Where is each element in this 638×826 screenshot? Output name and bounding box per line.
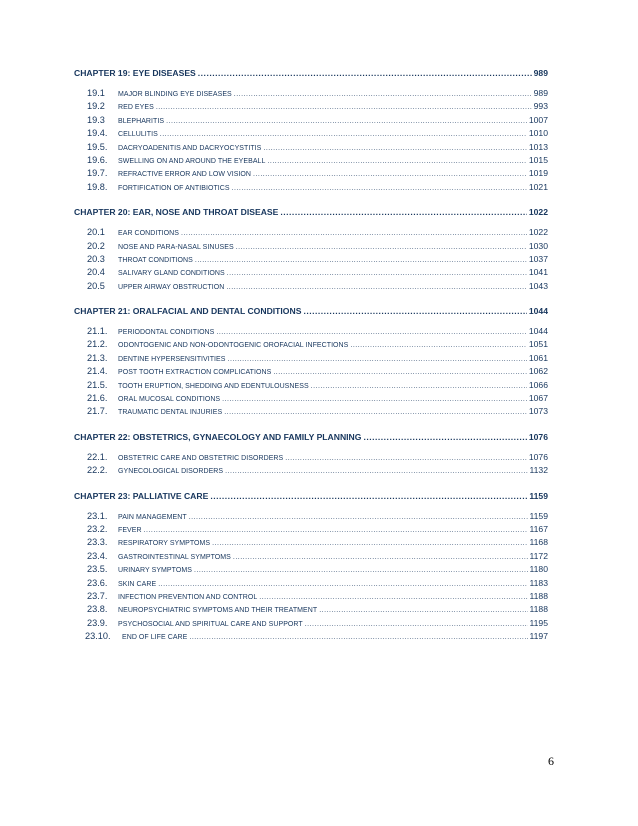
dot-leader <box>181 227 527 240</box>
toc-entry-link[interactable] <box>74 365 548 378</box>
dot-leader <box>259 591 527 604</box>
chapter-entries <box>74 87 548 194</box>
entry-page: 1022 <box>528 227 548 238</box>
entry-number: 19.4. <box>87 128 108 139</box>
page-number: 6 <box>548 754 554 768</box>
entry-page: 1168 <box>529 537 548 548</box>
entry-page: 1037 <box>528 253 548 264</box>
entry-title: RESPIRATORY SYMPTOMS <box>118 540 211 548</box>
dot-leader <box>305 618 528 631</box>
dot-leader <box>319 604 527 617</box>
dot-leader <box>210 489 527 503</box>
entry-title: TOOTH ERUPTION, SHEDDING AND EDENTULOUSNESS <box>118 382 309 390</box>
chapter-page: 1076 <box>528 431 548 442</box>
entry-page: 1061 <box>528 352 548 363</box>
table-of-contents <box>74 66 548 644</box>
entry-page: 1019 <box>528 168 548 179</box>
chapter-page: 989 <box>533 68 548 78</box>
entry-title: CELLULITIS <box>118 131 158 139</box>
toc-entry-link[interactable] <box>74 154 548 167</box>
dot-leader <box>195 254 527 267</box>
entry-page: 1073 <box>528 406 548 417</box>
entry-number: 19.2 <box>87 101 105 112</box>
dot-leader <box>226 281 527 294</box>
chapter-heading-link[interactable] <box>74 66 548 80</box>
entry-page: 1132 <box>529 465 548 476</box>
entry-title: BLEPHARITIS <box>118 117 165 125</box>
entry-page: 1183 <box>529 577 548 588</box>
dot-leader <box>166 115 527 128</box>
entry-page: 1180 <box>529 564 548 575</box>
toc-entry-link[interactable] <box>74 87 548 100</box>
chapter-title: CHAPTER 20: EAR, NOSE AND THROAT DISEASE <box>74 207 279 218</box>
entry-title: END OF LIFE CARE <box>122 634 188 642</box>
entry-page: 1188 <box>529 590 548 601</box>
chapter-page: 1159 <box>529 490 548 501</box>
toc-entry-link[interactable] <box>74 100 548 113</box>
entry-page: 1159 <box>529 510 548 521</box>
entry-page: 1062 <box>528 366 548 377</box>
toc-chapter <box>74 205 548 293</box>
entry-title: URINARY SYMPTOMS <box>118 567 192 575</box>
entry-title: GASTROINTESTINAL SYMPTOMS <box>118 553 231 561</box>
entry-page: 1172 <box>529 550 548 561</box>
entry-page: 993 <box>533 101 548 112</box>
entry-number: 21.1. <box>87 326 108 337</box>
dot-leader <box>144 524 528 537</box>
chapter-heading-link[interactable] <box>74 430 548 444</box>
dot-leader <box>198 66 532 80</box>
dot-leader <box>273 366 527 379</box>
dot-leader <box>363 430 526 444</box>
entry-number: 19.6. <box>87 154 108 165</box>
entry-page: 1066 <box>528 379 548 390</box>
entry-number: 20.4 <box>87 267 105 278</box>
entry-number: 23.9. <box>87 617 108 628</box>
toc-chapter <box>74 430 548 478</box>
dot-leader <box>189 511 528 524</box>
entry-number: 20.3 <box>87 253 105 264</box>
entry-page: 1051 <box>528 339 548 350</box>
toc-entry-link[interactable] <box>74 325 548 338</box>
entry-number: 23.2. <box>87 523 108 534</box>
entry-title: OBSTETRIC CARE AND OBSTETRIC DISORDERS <box>118 454 284 462</box>
toc-entry-link[interactable] <box>74 127 548 140</box>
dot-leader <box>234 88 532 101</box>
toc-entry-link[interactable] <box>74 280 548 293</box>
entry-number: 20.2 <box>87 240 105 251</box>
entry-page: 1010 <box>528 128 548 139</box>
entry-number: 19.3 <box>87 114 105 125</box>
dot-leader <box>216 326 526 339</box>
dot-leader <box>233 551 528 564</box>
dot-leader <box>232 182 527 195</box>
entry-number: 22.2. <box>87 465 108 476</box>
toc-entry-link[interactable] <box>74 536 548 549</box>
entry-title: ORAL MUCOSAL CONDITIONS <box>118 396 221 404</box>
chapter-heading-link[interactable] <box>74 304 548 318</box>
entry-title: MAJOR BLINDING EYE DISEASES <box>118 91 232 98</box>
chapter-entries <box>74 451 548 478</box>
entry-page: 1076 <box>528 451 548 462</box>
chapter-title: CHAPTER 23: PALLIATIVE CARE <box>74 490 209 501</box>
entry-title: FEVER <box>118 526 142 534</box>
toc-chapter <box>74 304 548 419</box>
chapter-heading-link[interactable] <box>74 205 548 219</box>
chapter-entries <box>74 226 548 293</box>
entry-title: PSYCHOSOCIAL AND SPIRITUAL CARE AND SUPPORT <box>118 620 303 628</box>
entry-number: 21.3. <box>87 352 108 363</box>
chapter-title: CHAPTER 22: OBSTETRICS, GYNAECOLOGY AND FAMILY PLANNING <box>74 431 362 442</box>
entry-number: 19.7. <box>87 168 108 179</box>
toc-entry-link[interactable] <box>74 379 548 392</box>
entry-title: PAIN MANAGEMENT <box>118 513 187 521</box>
entry-number: 21.2. <box>87 339 108 350</box>
chapter-entries <box>74 510 548 644</box>
entry-number: 19.1 <box>87 88 105 98</box>
toc-entry-link[interactable] <box>74 352 548 365</box>
entry-title: TRAUMATIC DENTAL INJURIES <box>118 409 223 417</box>
entry-title: ODONTOGENIC AND NON-ODONTOGENIC OROFACIAL INFECTIONS <box>118 342 349 350</box>
toc-entry-link[interactable] <box>74 617 548 630</box>
entry-number: 21.6. <box>87 393 108 404</box>
entry-number: 19.8. <box>87 181 108 192</box>
toc-entry-link[interactable] <box>74 240 548 253</box>
entry-page: 1195 <box>529 617 548 628</box>
dot-leader <box>189 631 527 644</box>
entry-number: 23.3. <box>87 537 108 548</box>
toc-entry-link[interactable] <box>74 523 548 536</box>
toc-entry-link[interactable] <box>74 338 548 351</box>
chapter-page: 1044 <box>528 306 548 317</box>
dot-leader <box>280 205 527 219</box>
entry-page: 1021 <box>528 181 548 192</box>
dot-leader <box>267 155 526 168</box>
dot-leader <box>253 168 527 181</box>
entry-number: 23.7. <box>87 590 108 601</box>
toc-entry-link[interactable] <box>74 510 548 523</box>
entry-title: SKIN CARE <box>118 580 157 588</box>
toc-entry-link[interactable] <box>74 167 548 180</box>
toc-entry-link[interactable] <box>74 550 548 563</box>
toc-chapter <box>74 66 548 194</box>
toc-entry-link[interactable] <box>74 253 548 266</box>
entry-page: 1007 <box>528 114 548 125</box>
chapter-title: CHAPTER 21: ORALFACIAL AND DENTAL CONDITIONS <box>74 306 302 317</box>
toc-entry-link[interactable] <box>74 392 548 405</box>
dot-leader <box>228 353 527 366</box>
chapter-page: 1022 <box>528 207 548 218</box>
entry-number: 20.5 <box>87 280 105 291</box>
entry-number: 21.5. <box>87 379 108 390</box>
entry-title: DACRYOADENITIS AND DACRYOCYSTITIS <box>118 144 262 152</box>
entry-title: DENTINE HYPERSENSITIVITIES <box>118 355 226 363</box>
entry-page: 1044 <box>528 326 548 337</box>
chapter-title: CHAPTER 19: EYE DISEASES <box>74 68 196 78</box>
toc-entry-link[interactable] <box>74 181 548 194</box>
dot-leader <box>311 380 527 393</box>
entry-title: PERIODONTAL CONDITIONS <box>118 329 215 337</box>
dot-leader <box>285 452 527 465</box>
dot-leader <box>227 267 527 280</box>
entry-page: 1013 <box>528 141 548 152</box>
entry-title: GYNECOLOGICAL DISORDERS <box>118 468 224 476</box>
toc-entry-link[interactable] <box>74 405 548 418</box>
toc-entry-link[interactable] <box>74 451 548 464</box>
entry-page: 1197 <box>529 631 548 642</box>
entry-number: 19.5. <box>87 141 108 152</box>
toc-chapter <box>74 489 548 644</box>
dot-leader <box>224 406 527 419</box>
entry-page: 1030 <box>528 240 548 251</box>
dot-leader <box>263 142 527 155</box>
entry-title: EAR CONDITIONS <box>118 230 179 238</box>
entry-page: 1167 <box>529 523 548 534</box>
entry-page: 1015 <box>528 154 548 165</box>
entry-title: NEUROPSYCHIATRIC SYMPTOMS AND THEIR TREATMENT <box>118 607 318 615</box>
dot-leader <box>222 393 527 406</box>
entry-number: 23.10. <box>85 631 111 642</box>
toc-entry-link[interactable] <box>74 577 548 590</box>
entry-title: SALIVARY GLAND CONDITIONS <box>118 270 225 278</box>
entry-number: 21.7. <box>87 406 108 417</box>
entry-title: FORTIFICATION OF ANTIBIOTICS <box>118 184 230 192</box>
dot-leader <box>158 578 527 591</box>
entry-title: THROAT CONDITIONS <box>118 256 193 264</box>
dot-leader <box>212 537 527 550</box>
entry-number: 22.1. <box>87 451 108 462</box>
toc-entry-link[interactable] <box>74 266 548 279</box>
chapter-heading-link[interactable] <box>74 489 548 503</box>
dot-leader <box>194 564 528 577</box>
toc-entry-link[interactable] <box>74 590 548 603</box>
entry-title: SWELLING ON AND AROUND THE EYEBALL <box>118 157 266 165</box>
toc-entry-link[interactable] <box>74 464 548 477</box>
entry-title: NOSE AND PARA-NASAL SINUSES <box>118 243 234 251</box>
entry-number: 23.4. <box>87 550 108 561</box>
entry-title: REFRACTIVE ERROR AND LOW VISION <box>118 171 252 179</box>
dot-leader <box>236 241 527 254</box>
chapter-entries <box>74 325 548 419</box>
entry-page: 989 <box>533 88 548 98</box>
entry-number: 23.6. <box>87 577 108 588</box>
entry-number: 21.4. <box>87 366 108 377</box>
toc-entry-link[interactable] <box>74 603 548 616</box>
entry-number: 23.8. <box>87 604 108 615</box>
entry-page: 1067 <box>528 393 548 404</box>
entry-title: UPPER AIRWAY OBSTRUCTION <box>118 283 225 291</box>
dot-leader <box>303 304 526 318</box>
dot-leader <box>225 465 527 478</box>
toc-entry-link[interactable] <box>74 226 548 239</box>
dot-leader <box>156 101 532 114</box>
entry-title: RED EYES <box>118 104 154 112</box>
entry-title: INFECTION PREVENTION AND CONTROL <box>118 593 258 601</box>
toc-entry-link[interactable] <box>74 141 548 154</box>
entry-page: 1041 <box>528 267 548 278</box>
entry-number: 23.1. <box>87 510 108 521</box>
entry-page: 1043 <box>528 280 548 291</box>
dot-leader <box>350 339 526 352</box>
toc-entry-link[interactable] <box>74 563 548 576</box>
toc-entry-link[interactable] <box>74 114 548 127</box>
entry-number: 23.5. <box>87 564 108 575</box>
entry-page: 1188 <box>529 604 548 615</box>
entry-title: POST TOOTH EXTRACTION COMPLICATIONS <box>118 369 272 377</box>
entry-number: 20.1 <box>87 227 105 238</box>
toc-entry-link[interactable] <box>74 630 548 643</box>
dot-leader <box>160 128 527 141</box>
